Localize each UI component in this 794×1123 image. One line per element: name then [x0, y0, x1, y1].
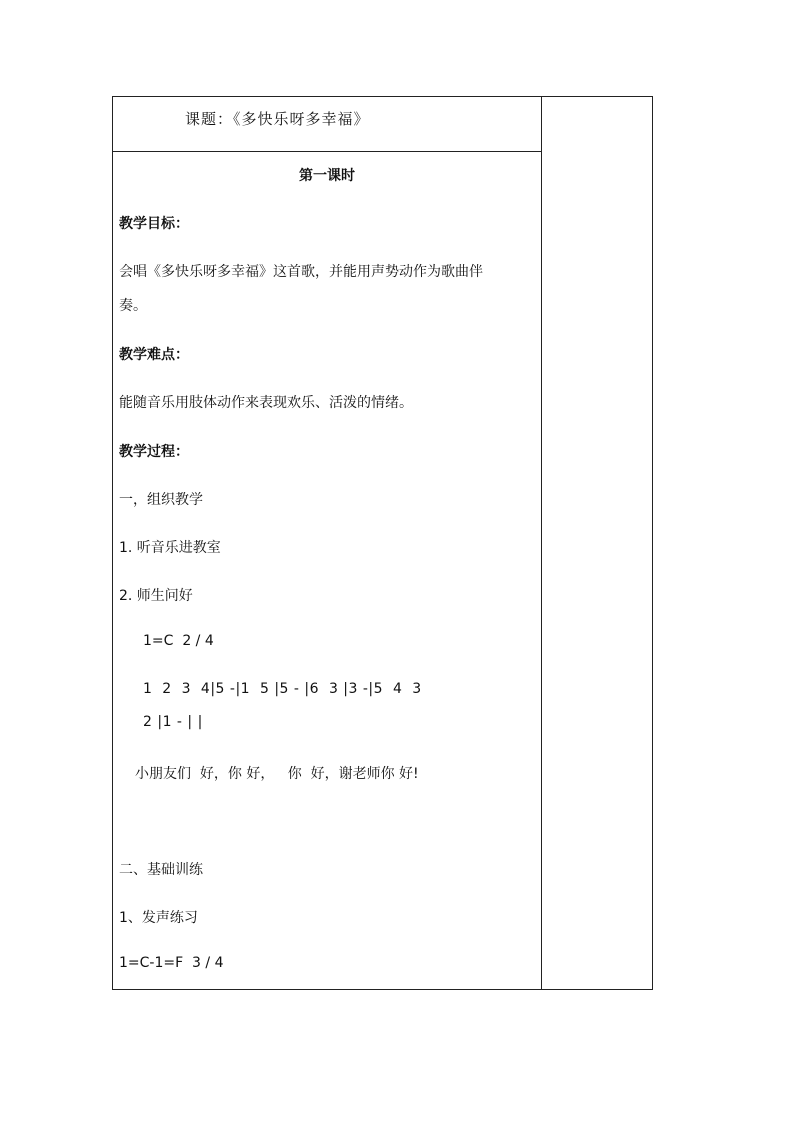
lesson-period-label: 第一课时	[299, 168, 355, 184]
objectives-text-line1: 会唱《多快乐呀多幸福》这首歌，并能用声势动作为歌曲伴	[119, 264, 483, 280]
notation-line1: 1 2 3 4|5 -|1 5 |5 - |6 3 |3 -|5 4 3	[143, 681, 422, 697]
notes-column	[542, 97, 653, 990]
section-organize: 一，组织教学	[119, 492, 203, 508]
notation-line2: 2 |1 - | |	[143, 714, 203, 730]
key-signature-1: 1=C 2 / 4	[143, 633, 214, 649]
vocal-exercise-heading: 1、发声练习	[119, 910, 198, 926]
greeting-lyrics: 小朋友们 好，你 好， 你 好，谢老师你 好!	[135, 766, 419, 782]
lesson-body	[113, 152, 541, 988]
title-cell	[113, 97, 542, 152]
lesson-title: 课题：《多快乐呀多幸福》	[185, 110, 370, 128]
difficulty-heading: 教学难点：	[119, 347, 189, 363]
lesson-plan-table	[112, 96, 653, 990]
content-cell	[113, 152, 542, 990]
section-basic-training: 二、基础训练	[119, 862, 203, 878]
step-greeting: 2. 师生问好	[119, 588, 193, 604]
objectives-text-line2: 奏。	[119, 298, 147, 314]
key-signature-2: 1=C-1=F 3 / 4	[119, 955, 224, 971]
objectives-heading: 教学目标：	[119, 216, 189, 232]
step-enter-classroom: 1. 听音乐进教室	[119, 540, 221, 556]
difficulty-text: 能随音乐用肢体动作来表现欢乐、活泼的情绪。	[119, 395, 413, 411]
process-heading: 教学过程：	[119, 444, 189, 460]
